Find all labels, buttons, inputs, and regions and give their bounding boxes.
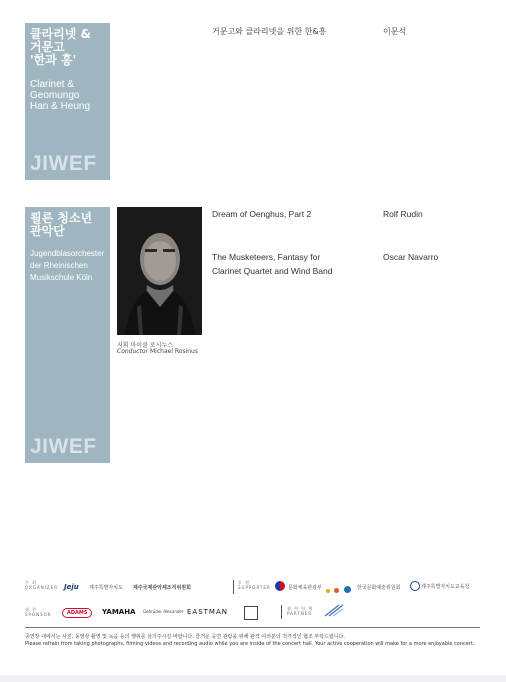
eastman-logo: EASTMAN <box>187 608 228 616</box>
supporter-label: 후 원 SUPPORTER <box>238 580 271 590</box>
conductor-name-en: Michael Rosinus <box>150 348 198 355</box>
notice-ko: 공연장 내에서는 사진, 동영상 촬영 및 녹음 등의 행위를 삼가주시길 바랍니다. 즐거운 공연 관람을 위해 관객 여러분의 적극적인 협조 부탁드립니다. <box>25 634 345 640</box>
jiwef-logo: JIWEF <box>30 152 97 175</box>
jeju-province-logo: 제주특별자치도 <box>89 585 123 591</box>
conductor-role-ko: 지휘 <box>117 342 129 349</box>
page-footer-band <box>0 675 506 682</box>
jiwef-logo: JIWEF <box>30 435 97 458</box>
program-card-1 <box>25 23 110 180</box>
jiwef-committee-logo: 제주국제관악제조직위원회 <box>133 585 191 591</box>
piece-composer: Oscar Navarro <box>383 252 439 262</box>
notice-en: Please refrain from taking photographs, filming videos and recording audio while you are inside of the concert hall. Your active cooperation will make for a more enjoyable concert. <box>25 641 475 647</box>
divider <box>281 605 282 619</box>
conductor-name-ko: 마이클 로시누스 <box>130 342 173 349</box>
divider <box>233 580 234 594</box>
organizer-label: 주 최 ORGANIZER <box>25 580 58 590</box>
arts-council-icon <box>326 580 351 598</box>
adams-logo: ADAMS <box>62 608 92 618</box>
piece-composer: 이문석 <box>383 27 407 36</box>
conductor-photo <box>117 207 202 335</box>
ministry-logo: 문화체육관광부 <box>288 585 322 591</box>
card-title: 쾰른 청소년 관악단 <box>30 211 93 238</box>
card-title: 클라리넷 & 거문고 '한과 흥' <box>30 27 92 67</box>
conductor-caption-en <box>117 348 198 355</box>
jeju-logo: Jeju <box>64 583 79 591</box>
program-card-2 <box>25 207 110 463</box>
card-subtitle: Jugendblasorchester der Rheinischen Musikschule Köln <box>30 249 105 282</box>
emblem-icon <box>244 606 258 620</box>
card-subtitle: Clarinet & Geomungo Han & Heung <box>30 79 91 112</box>
partner-label: 협 력 단 체 PARTNER <box>287 606 314 616</box>
piece-composer: Rolf Rudin <box>383 209 423 219</box>
piece-title: The Musketeers, Fantasy for Clarinet Quartet and Wind Band <box>212 252 333 276</box>
partner-logo-icon <box>323 604 345 618</box>
conductor-role-en: Conductor <box>117 348 149 355</box>
piece-title: Dream of Oenghus, Part 2 <box>212 209 312 219</box>
arts-council-logo: 한국문화예술위원회 <box>357 585 401 591</box>
education-office-icon <box>410 581 420 591</box>
alexander-logo: Gebrüder Alexander <box>143 609 184 614</box>
education-office-logo: 제주특별자치도교육청 <box>421 584 470 590</box>
piece-title: 거문고와 클라리넷을 위한 한&흥 <box>212 27 327 36</box>
sponsor-label: 협 찬 SPONSOR <box>25 607 52 617</box>
ministry-emblem-icon <box>275 581 285 591</box>
yamaha-logo: YAMAHA <box>102 608 136 616</box>
divider-line <box>25 627 480 628</box>
